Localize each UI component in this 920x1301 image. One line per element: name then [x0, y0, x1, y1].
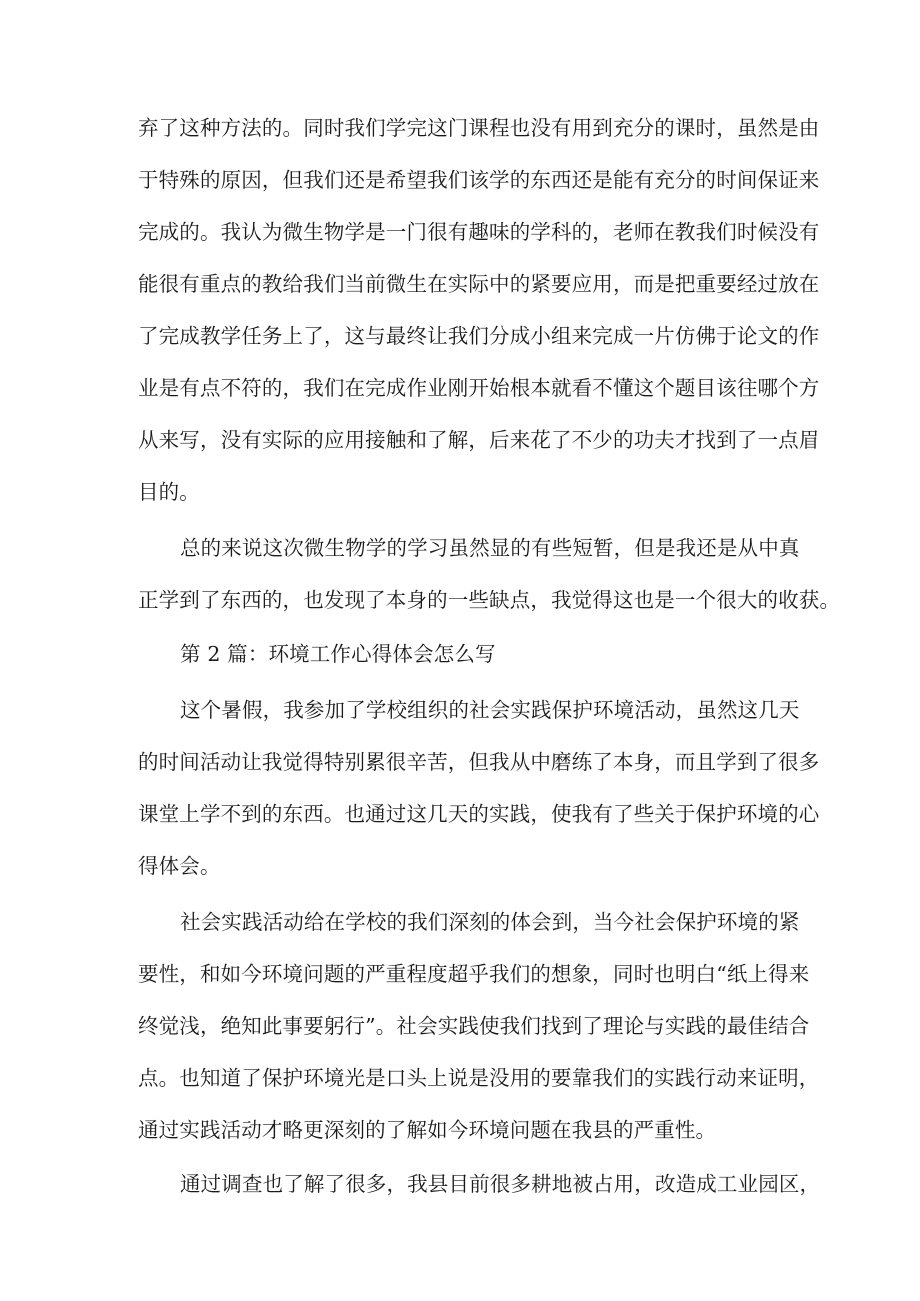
text-line: 得体会。: [138, 854, 221, 878]
text-line: 业是有点不符的，我们在完成作业刚开始根本就看不懂这个题目该往哪个方: [138, 376, 820, 400]
text-line: 完成的。我认为微生物学是一门很有趣味的学科的，老师在教我们时候没有: [138, 220, 820, 244]
text-line: 总的来说这次微生物学的学习虽然显的有些短暂，但是我还是从中真: [180, 536, 800, 560]
text-line: 要性，和如今环境问题的严重程度超乎我们的想象，同时也明白“纸上得来: [138, 962, 810, 986]
text-line: 目的。: [138, 480, 200, 504]
text-line: 于特殊的原因，但我们还是希望我们该学的东西还是能有充分的时间保证来: [138, 168, 820, 192]
text-line: 的时间活动让我觉得特别累很辛苦，但我从中磨练了本身，而且学到了很多: [138, 750, 820, 774]
text-line: 社会实践活动给在学校的我们深刻的体会到，当今社会保护环境的紧: [180, 910, 800, 934]
text-line: 课堂上学不到的东西。也通过这几天的实践，使我有了些关于保护环境的心: [138, 802, 820, 826]
section-heading: 第 2 篇：环境工作心得体会怎么写: [180, 642, 496, 666]
text-line: 能很有重点的教给我们当前微生在实际中的紧要应用，而是把重要经过放在: [138, 272, 820, 296]
text-line: 通过实践活动才略更深刻的了解如今环境问题在我县的严重性。: [138, 1118, 717, 1142]
text-line: 通过调查也了解了很多，我县目前很多耕地被占用，改造成工业园区，: [180, 1172, 821, 1196]
text-line: 点。也知道了保护环境光是口头上说是没用的要靠我们的实践行动来证明，: [138, 1066, 820, 1090]
text-line: 了完成教学任务上了，这与最终让我们分成小组来完成一片仿佛于论文的作: [138, 324, 820, 348]
text-line: 终觉浅，绝知此事要躬行”。社会实践使我们找到了理论与实践的最佳结合: [138, 1014, 810, 1038]
text-line: 弃了这种方法的。同时我们学完这门课程也没有用到充分的课时，虽然是由: [138, 116, 820, 140]
text-line: 正学到了东西的，也发现了本身的一些缺点，我觉得这也是一个很大的收获。: [138, 588, 841, 612]
text-line: 从来写，没有实际的应用接触和了解，后来花了不少的功夫才找到了一点眉: [138, 428, 820, 452]
text-line: 这个暑假，我参加了学校组织的社会实践保护环境活动，虽然这几天: [180, 698, 800, 722]
